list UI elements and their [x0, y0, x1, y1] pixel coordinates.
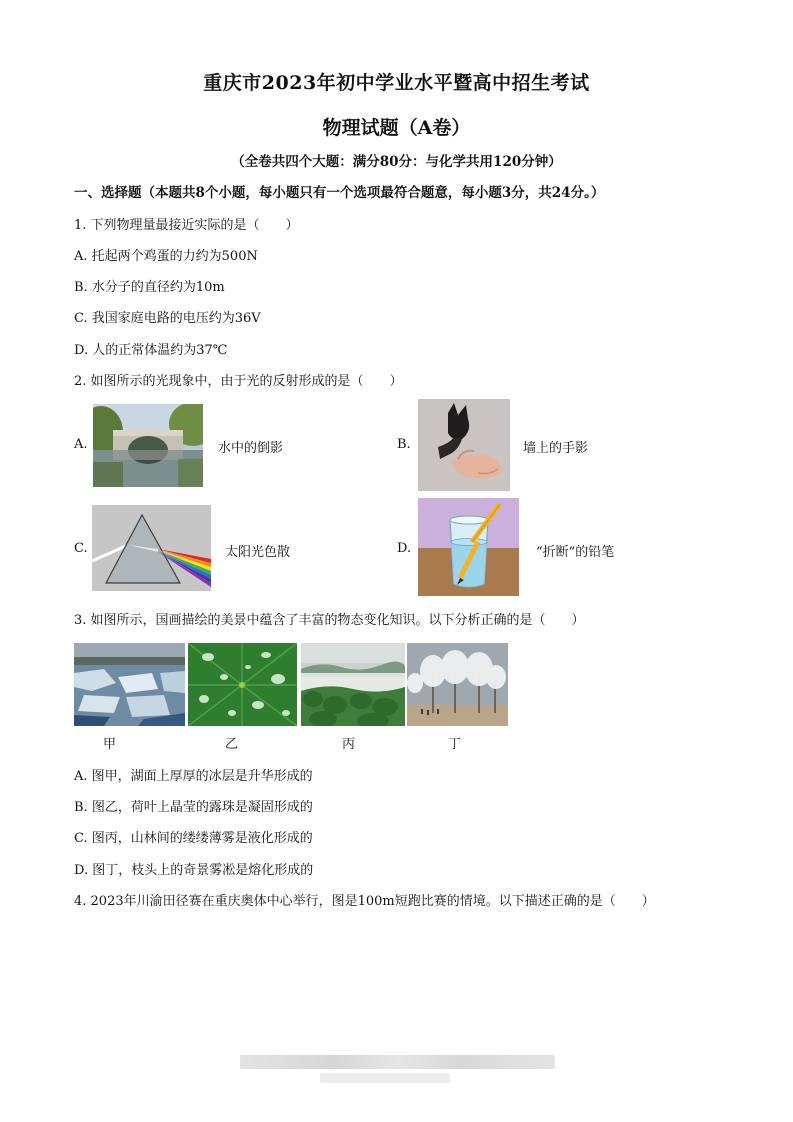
bent-pencil-image — [418, 498, 519, 596]
q2-stem: 2. 如图所示的光现象中，由于光的反射形成的是（ ） — [74, 374, 403, 389]
q2-option-b-caption: 墙上的手影 — [523, 441, 589, 456]
lake-ice-image — [74, 643, 185, 726]
q2-option-c-letter: C. — [74, 541, 88, 556]
q3-option-d: D. 图丁，枝头上的奇景雾凇是熔化形成的 — [74, 863, 314, 878]
paper-title: 物理试题（A卷） — [322, 117, 471, 139]
footer-watermark — [240, 1055, 555, 1069]
hand-shadow-image — [418, 399, 510, 491]
rime-trees-image — [407, 643, 508, 726]
q2-option-d-letter: D. — [397, 541, 412, 556]
q1-option-d: D. 人的正常体温约为37℃ — [74, 343, 228, 358]
q3-option-b: B. 图乙，荷叶上晶莹的露珠是凝固形成的 — [74, 800, 313, 815]
q1-option-c: C. 我国家庭电路的电压约为36V — [74, 311, 261, 326]
q2-option-b-letter: B. — [397, 437, 411, 452]
q1-stem: 1. 下列物理量最接近实际的是（ ） — [74, 218, 299, 233]
q2-option-d-caption: “折断”的铅笔 — [536, 545, 615, 560]
q3-option-c: C. 图丙，山林间的缕缕薄雾是液化形成的 — [74, 831, 313, 846]
q1-option-b: B. 水分子的直径约为10m — [74, 280, 225, 295]
bridge-reflection-image — [93, 404, 203, 487]
forest-fog-image — [301, 643, 405, 726]
q3-label-ding: 丁 — [448, 737, 462, 752]
q3-label-jia: 甲 — [103, 737, 117, 752]
exam-note: （全卷共四个大题：满分80分：与化学共用120分钟） — [231, 154, 562, 170]
q3-label-bing: 丙 — [342, 737, 356, 752]
footer-watermark-sub — [320, 1073, 450, 1083]
q1-option-a: A. 托起两个鸡蛋的力约为500N — [74, 249, 258, 264]
q2-option-a-letter: A. — [74, 437, 88, 452]
q2-option-a-caption: 水中的倒影 — [218, 441, 284, 456]
q3-label-yi: 乙 — [225, 737, 239, 752]
q2-option-c-caption: 太阳光色散 — [225, 545, 291, 560]
q4-stem: 4. 2023年川渝田径赛在重庆奥体中心举行，图是100m短跑比赛的情境。以下描述正确的是（ ） — [74, 894, 655, 909]
prism-dispersion-image — [92, 505, 211, 591]
q3-stem: 3. 如图所示，国画描绘的美景中蕴含了丰富的物态变化知识。以下分析正确的是（ ） — [74, 613, 585, 628]
lotus-leaf-dew-image — [188, 643, 297, 726]
section-heading: 一、选择题（本题共8个小题，每小题只有一个选项最符合题意，每小题3分，共24分。） — [74, 185, 605, 201]
exam-title: 重庆市2023年初中学业水平暨高中招生考试 — [203, 72, 590, 94]
q3-option-a: A. 图甲，湖面上厚厚的冰层是升华形成的 — [74, 769, 313, 784]
